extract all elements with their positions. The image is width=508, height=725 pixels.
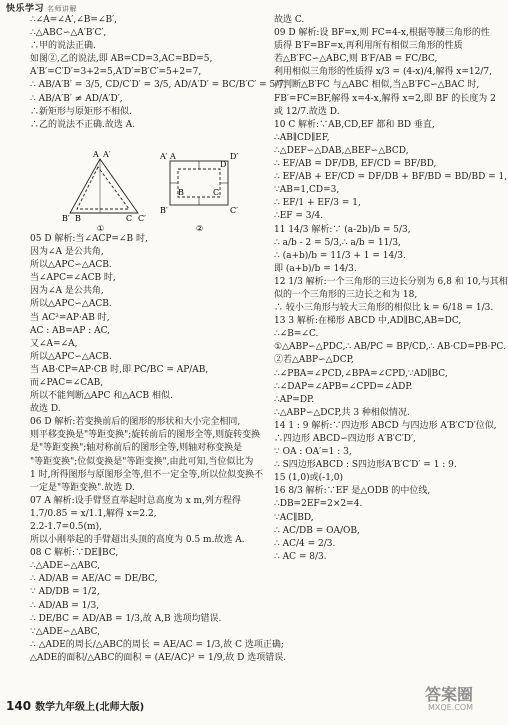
text-line: ∵AC∥BD, [274, 512, 314, 523]
text-line: ∴ AD/AB = AE/AC = DE/BC, [30, 574, 158, 585]
text-line: 因为∠A 是公共角, [30, 247, 104, 258]
text-line: 2.2-1.7=0.5(m), [30, 522, 102, 532]
text-line: ∴ △ADE的周长/△ABC的周长 = AE/AC = 1/3,故 C 选项正确; [30, 639, 284, 650]
text-line: 1 时,所得图形与原图形全等,但不一定全等,所以位似变换不 [30, 469, 264, 480]
fig2-label-b: B [178, 187, 184, 197]
text-line: 似的一个三角形的三边长之和为 18, [274, 289, 418, 300]
text-line: ∴ AC/4 = 2/3. [274, 538, 336, 549]
fig1-label-a-prime: A′ [103, 149, 111, 159]
text-line: ∴ (a+b)/b = 11/3 + 1 = 14/3. [274, 250, 406, 261]
text-line: ∴ EF/AB = DF/DB, EF/CD = BF/BD, [274, 159, 437, 170]
fig2-label-b-prime: B′ [160, 205, 168, 215]
inner-triangle [77, 167, 129, 209]
text-line: 可判断△B′FC 与△ABC 相似,当△B′FC∽△BAC 时, [274, 80, 480, 91]
text-line: 当 AB·CP=AP·CB 时,即 PC/BC = AP/AB, [30, 364, 209, 375]
text-line: △ADE的面积/△ABC的面积 = (AE/AC)² = 1/9,故 D 选项错误. [30, 652, 287, 663]
text-line: ∴AP=DP. [274, 394, 315, 405]
text-line: 11 14/3 解析:∵ (a-2b)/b = 5/3, [274, 224, 411, 235]
text-line: ∴DB=2EF=2×2=4. [274, 499, 363, 510]
text-line: 所以△APC∽△ACB. [30, 351, 112, 362]
text-line: ∴EF = 3/4. [274, 211, 324, 222]
text-line: 14 1 : 9 解析:∵四边形 ABCD 与四边形 A′B′C′D′位似, [274, 420, 497, 431]
text-line: 因为∠A 是公共角, [30, 286, 104, 297]
text-line: 13 3 解析:在梯形 ABCD 中,AD∥BC,AB=DC, [274, 316, 462, 327]
right-column [274, 14, 508, 564]
text-line: 利用相似三角形的性质得 x/3 = (4-x)/4,解得 x=12/7, [274, 67, 492, 78]
text-line: 15 (1,0)或(-1,0) [274, 473, 344, 484]
text-line: 09 D 解析:设 BF=x,则 FC=4-x,根据等腰三角形的性 [274, 28, 490, 39]
text-line: ∴ 较小三角形与较大三角形的相似比 k = 6/18 = 1/3. [274, 303, 494, 314]
text-line: 05 D 解析:当∠ACP=∠B 时, [30, 233, 148, 244]
fig1-label-b-prime: B′ [62, 213, 70, 223]
fig2-caption: ② [196, 223, 204, 233]
text-line: 又∠A=∠A, [30, 338, 78, 349]
figure-1-triangles [70, 159, 138, 213]
text-line: ∴ AB/A′B′ ≠ AD/A′D′, [30, 93, 123, 104]
fig2-label-d-prime: D′ [230, 151, 239, 161]
page-number: 140 [6, 699, 32, 713]
text-line: FB′=FC=BF,解得 x=4-x,解得 x=2,即 BF 的长度为 2 [274, 93, 496, 104]
text-line: ∴ DE/BC = AD/AB = 1/3,故 A,B 选项均错误. [30, 613, 222, 624]
text-line: 是"等距变换";轴对称前后的图形全等,则轴对称变换是 [30, 443, 243, 454]
text-line: ②若△ABP∽△DCP, [274, 355, 354, 366]
text-line: 而∠PAC=∠CAB, [30, 377, 104, 388]
left-text-top [30, 14, 287, 145]
watermark-title: 答案圈 [425, 685, 474, 704]
fig2-label-d: D [220, 159, 227, 169]
text-line: ∴△ABP∽△DCP,共 3 种相似情况. [274, 407, 410, 418]
text-line: 故选 C. [274, 15, 305, 25]
left-column [30, 14, 287, 665]
fig2-label-c-prime: C′ [230, 205, 238, 215]
logo-tag: 名师讲解 [47, 5, 78, 13]
geometry-figures [30, 147, 245, 233]
text-line: 所以△APC∽△ACB. [30, 299, 112, 310]
figure-area [30, 147, 245, 233]
text-line: 所以不能判断△APC 和△ACB 相似. [30, 391, 173, 402]
text-line: 质得 B′F=BF=x,再利用所有相似三角形的性质 [274, 41, 463, 52]
text-line: ∴ AD/AB = 1/3, [30, 600, 100, 611]
text-line: 如图②,乙的说法,即 AB=CD=3,AC=BD=5, [30, 54, 213, 65]
watermark [425, 685, 474, 714]
text-line: 一定是"等距变换".故选 D. [30, 482, 135, 493]
text-line: 16 8/3 解析:∵EF 是△ODB 的中位线, [274, 486, 431, 497]
text-line: 故选 D. [30, 404, 61, 415]
text-line: ∴AB∥CD∥EF, [274, 132, 330, 143]
fig1-label-c-prime: C′ [138, 213, 146, 223]
text-line: ∴△DEF∽△DAB,△BEF∽△BCD, [274, 145, 409, 156]
text-line: ∴ S四边形ABCD : S四边形A′B′C′D′ = 1 : 9. [274, 460, 457, 471]
fig1-label-b: B [75, 213, 81, 223]
text-line: ∵ AD/DB = 1/2, [30, 587, 100, 598]
text-line: ∴ AC = 8/3. [274, 551, 327, 562]
text-line: ∴∠B=∠C. [274, 329, 319, 340]
logo-text: 快乐学习 [6, 4, 45, 14]
fig1-label-c: C [126, 213, 133, 223]
text-line: ∴新矩形与原矩形不相似. [30, 106, 132, 117]
text-line: 08 C 解析:∵DE∥BC, [30, 548, 119, 559]
fig1-label-a: A [93, 149, 99, 159]
text-line: ∵△ADE∽△ABC, [30, 626, 101, 637]
text-line: 10 C 解析:∵AB,CD,EF 都和 BD 垂直, [274, 119, 435, 130]
text-line: 07 A 解析:设手臂竖直举起时总高度为 x m,列方程得 [30, 495, 241, 506]
text-line: 12 1/3 解析:一个三角形的三边长分别为 6,8 和 10,与其相 [274, 276, 508, 287]
text-line [30, 132, 245, 145]
text-line: ∴ AC/DB = OA/OB, [274, 525, 360, 536]
watermark-url: MXQE.COM [427, 703, 474, 713]
text-line: "等距变换";位似变换是"等距变换",由此可知,当位似比为 [30, 456, 254, 467]
text-line: ∴ AB/A′B′ = 3/5, CD/C′D′ = 3/5, AD/A′D′ = BC/B′C′ = 5/7, [30, 80, 287, 91]
text-line: 则平移变换是"等距变换";旋转前后的图形全等,则旋转变换 [30, 430, 261, 441]
left-text-bottom [30, 233, 287, 665]
text-line: 当∠APC=∠ACB 时, [30, 273, 116, 284]
text-line: ∴∠PBA=∠PCD,∠BPA=∠CPD,∵AD∥BC, [274, 368, 448, 379]
text-line: 06 D 解析:若变换前后的图形的形状和大小完全相同, [30, 417, 241, 428]
text-line: 1.7/0.85 = x/1.1,解得 x=2.2, [30, 508, 157, 519]
text-line: 若△B′FC∽△ABC,则 B′F/AB = FC/BC, [274, 54, 438, 65]
text-line: 所以△APC∽△ACB. [30, 260, 112, 271]
text-line: A′B′=C′D′=3+2=5,A′D′=B′C′=5+2=7, [30, 67, 202, 78]
fig1-caption: ① [97, 223, 105, 233]
fig2-label-a-prime: A′ [160, 151, 168, 161]
text-line: ∴△ADE∽△ABC, [30, 561, 101, 572]
text-line: ∵AB=1,CD=3, [274, 185, 340, 196]
text-line: 当 AC²=AP·AB 时, [30, 312, 110, 323]
page-footer [6, 700, 144, 714]
outer-triangle [70, 159, 138, 213]
text-line: ①△ABP∽△PDC,∴ AB/PC = BP/CD,∴ AB·CD=PB·PC. [274, 342, 506, 353]
fig2-label-c: C [213, 187, 220, 197]
text-line: ∴四边形 ABCD∽四边形 A′B′C′D′, [274, 434, 416, 444]
text-line: ∴ EF/AB + EF/CD = DF/DB + BF/BD = BD/BD = 1, [274, 172, 508, 183]
text-line: ∵ OA : OA′=1 : 3, [274, 447, 352, 458]
text-line: ∴△ABC∽△A′B′C′, [30, 28, 107, 39]
text-line: ∴∠A=∠A′,∠B=∠B′, [30, 15, 118, 25]
text-line: ∴甲的说法正确. [30, 41, 96, 52]
text-line: 即 (a+b)/b = 14/3. [274, 263, 357, 274]
book-title: 数学九年级上(北师大版) [35, 702, 145, 713]
text-line: ∴乙的说法不正确.故选 A. [30, 119, 136, 130]
text-line: 或 12/7.故选 D. [274, 106, 340, 117]
text-line: 所以小刚举起的手臂超出头顶的高度为 0.5 m.故选 A. [30, 535, 245, 546]
text-line: ∴ a/b - 2 = 5/3,∴ a/b = 11/3, [274, 237, 401, 248]
fig2-label-a: A [170, 151, 176, 161]
text-line: AC : AB=AP : AC, [30, 325, 111, 336]
text-line: ∴ EF/1 + EF/3 = 1, [274, 198, 361, 209]
text-line: ∴∠DAP=∠APB=∠CPD=∠ADP. [274, 381, 413, 392]
